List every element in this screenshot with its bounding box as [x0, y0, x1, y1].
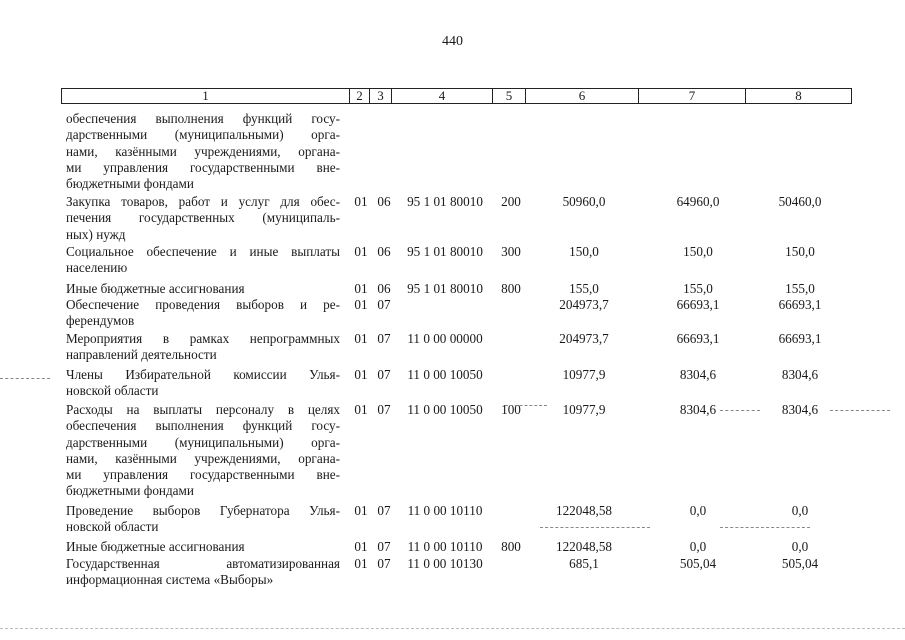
amount-col-6: 10977,9 — [562, 402, 606, 417]
description-line: бюджетными фондами — [66, 483, 194, 499]
expense-type-code: 800 — [501, 539, 521, 554]
amount-col-7: 66693,1 — [676, 297, 720, 312]
amount-col-8: 66693,1 — [778, 331, 822, 346]
section-code: 01 — [354, 402, 368, 417]
scan-mark — [720, 410, 760, 411]
description-line: Расходы на выплаты персоналу в целях — [66, 402, 340, 417]
amount-col-6: 204973,7 — [559, 331, 609, 346]
scan-mark — [720, 527, 810, 528]
amount-col-8: 150,0 — [785, 244, 815, 259]
scan-mark — [0, 378, 50, 379]
amount-col-6: 50960,0 — [562, 194, 606, 209]
subsection-code: 07 — [377, 503, 391, 518]
target-article-code: 95 1 01 80010 — [407, 244, 483, 259]
amount-col-8: 0,0 — [791, 539, 809, 554]
section-code: 01 — [354, 194, 368, 209]
description-line: новской области — [66, 383, 159, 399]
amount-col-8: 0,0 — [791, 503, 809, 518]
section-code: 01 — [354, 281, 368, 296]
row-description — [66, 402, 340, 500]
section-code: 01 — [354, 539, 368, 554]
subsection-code: 06 — [377, 281, 391, 296]
description-line: ми управления государственными вне- — [66, 159, 340, 175]
expense-type-code: 100 — [501, 402, 521, 417]
section-code: 01 — [354, 244, 368, 259]
section-code: 01 — [354, 367, 368, 382]
amount-col-7: 155,0 — [683, 281, 713, 296]
description-line: бюджетными фондами — [66, 176, 194, 192]
column-number-6: 6 — [526, 89, 639, 103]
target-article-code: 11 0 00 10130 — [407, 556, 483, 571]
amount-col-7: 8304,6 — [679, 402, 717, 417]
scan-mark — [540, 527, 650, 528]
description-line: Государственная автоматизированная — [66, 556, 340, 571]
row-description — [66, 503, 340, 536]
amount-col-7: 505,04 — [679, 556, 717, 571]
description-line: нами, казёнными учреждениями, органа- — [66, 143, 340, 159]
row-description — [66, 367, 340, 400]
subsection-code: 07 — [377, 297, 391, 312]
amount-col-8: 8304,6 — [781, 402, 819, 417]
amount-col-6: 122048,58 — [555, 503, 613, 518]
scan-edge-line — [0, 628, 905, 629]
amount-col-6: 10977,9 — [562, 367, 606, 382]
description-line: Иные бюджетные ассигнования — [66, 281, 245, 296]
subsection-code: 07 — [377, 556, 391, 571]
description-line: печения государственных (муниципаль- — [66, 210, 340, 226]
target-article-code: 11 0 00 10110 — [407, 503, 483, 518]
description-line: Проведение выборов Губернатора Улья- — [66, 503, 340, 518]
section-code: 01 — [354, 297, 368, 312]
description-line: дарственными (муниципальными) орга- — [66, 127, 340, 143]
description-line: Закупка товаров, работ и услуг для обес- — [66, 194, 340, 209]
column-number-2: 2 — [350, 89, 370, 103]
scan-mark — [830, 410, 890, 411]
amount-col-7: 150,0 — [683, 244, 713, 259]
subsection-code: 07 — [377, 367, 391, 382]
description-line: Обеспечение проведения выборов и ре- — [66, 297, 340, 312]
expense-type-code: 200 — [501, 194, 521, 209]
target-article-code: 11 0 00 10050 — [407, 402, 483, 417]
amount-col-6: 150,0 — [569, 244, 599, 259]
section-code: 01 — [354, 556, 368, 571]
column-number-8: 8 — [795, 88, 802, 103]
row-description — [66, 539, 340, 555]
scan-mark — [505, 405, 547, 406]
description-line: дарственными (муниципальными) орга- — [66, 434, 340, 450]
amount-col-6: 155,0 — [569, 281, 599, 296]
amount-col-6: 685,1 — [569, 556, 599, 571]
amount-col-6: 204973,7 — [559, 297, 609, 312]
page-number: 440 — [442, 34, 463, 49]
expense-type-code: 300 — [501, 244, 521, 259]
description-line: новской области — [66, 519, 159, 535]
description-line: ферендумов — [66, 313, 135, 329]
table-header-row — [61, 88, 852, 104]
row-description — [66, 331, 340, 364]
description-line: обеспечения выполнения функций госу- — [66, 418, 340, 434]
target-article-code: 95 1 01 80010 — [407, 281, 483, 296]
subsection-code: 07 — [377, 539, 391, 554]
row-description — [66, 297, 340, 330]
description-line: населению — [66, 260, 128, 276]
column-number-4: 4 — [392, 89, 493, 103]
description-line: Члены Избирательной комиссии Улья- — [66, 367, 340, 382]
description-line: Социальное обеспечение и иные выплаты — [66, 244, 340, 259]
description-line: нами, казёнными учреждениями, органа- — [66, 450, 340, 466]
target-article-code: 11 0 00 00000 — [407, 331, 483, 346]
row-description — [66, 244, 340, 277]
row-description — [66, 281, 340, 297]
amount-col-7: 0,0 — [689, 503, 707, 518]
amount-col-8: 505,04 — [781, 556, 819, 571]
row-description — [66, 111, 340, 192]
description-line: обеспечения выполнения функций госу- — [66, 111, 340, 126]
amount-col-8: 66693,1 — [778, 297, 822, 312]
amount-col-7: 8304,6 — [679, 367, 717, 382]
subsection-code: 07 — [377, 331, 391, 346]
column-number-5: 5 — [493, 89, 526, 103]
subsection-code: 06 — [377, 244, 391, 259]
target-article-code: 11 0 00 10050 — [407, 367, 483, 382]
amount-col-8: 50460,0 — [778, 194, 822, 209]
subsection-code: 07 — [377, 402, 391, 417]
amount-col-7: 66693,1 — [676, 331, 720, 346]
section-code: 01 — [354, 331, 368, 346]
amount-col-7: 64960,0 — [676, 194, 720, 209]
description-line: Мероприятия в рамках непрограммных — [66, 331, 340, 346]
description-line: ных) нужд — [66, 226, 126, 242]
amount-col-8: 8304,6 — [781, 367, 819, 382]
expense-type-code: 800 — [501, 281, 521, 296]
column-number-7: 7 — [639, 89, 746, 103]
column-number-1: 1 — [62, 89, 350, 103]
description-line: направлений деятельности — [66, 347, 217, 363]
amount-col-7: 0,0 — [689, 539, 707, 554]
section-code: 01 — [354, 503, 368, 518]
row-description — [66, 194, 340, 243]
target-article-code: 95 1 01 80010 — [407, 194, 483, 209]
target-article-code: 11 0 00 10110 — [407, 539, 483, 554]
column-number-3: 3 — [370, 89, 392, 103]
subsection-code: 06 — [377, 194, 391, 209]
row-description — [66, 556, 340, 589]
amount-col-6: 122048,58 — [555, 539, 613, 554]
amount-col-8: 155,0 — [785, 281, 815, 296]
description-line: ми управления государственными вне- — [66, 467, 340, 483]
description-line: информационная система «Выборы» — [66, 572, 274, 588]
description-line: Иные бюджетные ассигнования — [66, 539, 245, 554]
